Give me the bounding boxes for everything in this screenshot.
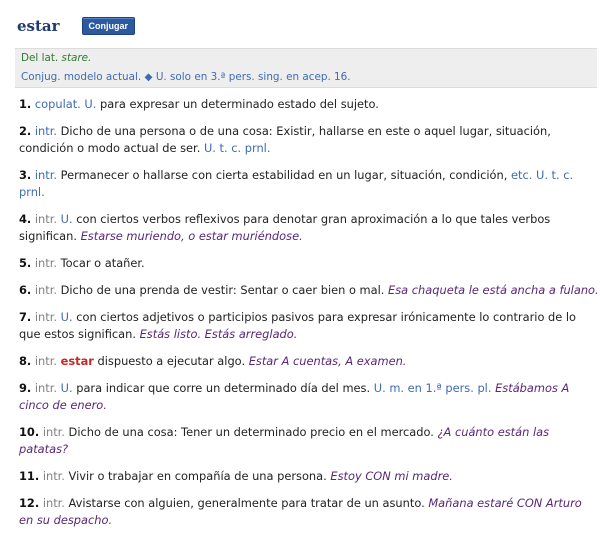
definition-text: Dicho de una cosa: Tener un determinado precio en el mercado. [68,425,434,439]
grammar-abbr: intr. [34,310,57,324]
definition-3 [19,167,599,201]
conjugation-model: Conjug. modelo actual. [21,71,142,83]
definition-6 [19,282,599,299]
entry-header [17,15,135,37]
definition-text: Dicho de una persona o de una cosa: Existir, hallarse en este o aquel lugar, situación, condición o modo actual de ser. [19,124,551,155]
definition-number: 10. [19,425,40,439]
grammar-abbr: intr. [34,124,57,138]
definition-number: 5. [19,256,32,270]
grammar-abbr: copulat. U. [34,97,97,111]
headword: estar [17,17,60,35]
definition-text: Permanecer o hallarse con cierta estabilidad en un lugar, situación, condición, [60,168,508,182]
definition-5 [19,255,599,272]
example-text: Estar A cuentas, A examen. [248,354,407,368]
definition-number: 12. [19,496,40,510]
definition-12 [19,495,599,529]
conjugate-button[interactable]: Conjugar [82,17,136,35]
definition-text: Vivir o trabajar en compañía de una persona. [68,469,327,483]
definition-number: 1. [19,97,32,111]
definition-number: 11. [19,469,40,483]
usage-abbr: U. t. c. prnl. [203,141,271,155]
grammar-abbr: intr. [42,469,65,483]
grammar-abbr: intr. [42,425,65,439]
definition-text: para indicar que corre un determinado día del mes. [76,381,371,395]
grammar-abbr: intr. [34,168,57,182]
example-text: Estábamos A cinco de enero. [19,381,570,412]
etymology-from: Del lat. [21,52,59,64]
usage-abbr: etc. U. t. c. prnl. [19,168,574,199]
usage-abbr: U. [60,381,73,395]
definition-number: 2. [19,124,32,138]
etymology-box [15,48,597,88]
usage-abbr: U. m. en 1.ª pers. pl. [373,381,492,395]
definition-number: 9. [19,381,32,395]
definition-2 [19,123,599,157]
grammar-abbr: intr. [34,283,57,297]
etymology-latin: stare. [61,52,92,64]
diamond-icon: ◆ [144,71,153,83]
definition-7 [19,309,599,343]
definition-text: para expresar un determinado estado del sujeto. [100,97,379,111]
definition-text: con ciertos verbos reflexivos para denotar gran aproximación a lo que tales verbos significan. [19,212,551,243]
definition-10 [19,424,599,458]
definition-number: 3. [19,168,32,182]
definition-text: Avistarse con alguien, generalmente para tratar de un asunto. [68,496,425,510]
usage-abbr: U. [60,212,73,226]
example-text: Esa chaqueta le está ancha a fulano. [388,283,599,297]
grammar-abbr: intr. [42,496,65,510]
usage-abbr: U. [60,310,73,324]
definition-11 [19,468,599,485]
definition-text: Tocar o atañer. [60,256,145,270]
definition-text: Dicho de una prenda de vestir: Sentar o caer bien o mal. [60,283,385,297]
example-text: Estás listo. Estás arreglado. [139,327,298,341]
example-text: Mañana estaré CON Arturo en su despacho. [19,496,582,527]
bold-headword: estar [60,354,94,368]
definition-9 [19,380,599,414]
definition-number: 8. [19,354,32,368]
definition-number: 6. [19,283,32,297]
grammar-abbr: intr. [34,381,57,395]
definitions-list [19,96,599,539]
example-text: Estoy CON mi madre. [330,469,453,483]
example-text: ¿A cuánto están las patatas? [19,425,550,456]
definition-4 [19,211,599,245]
grammar-abbr: intr. [34,212,57,226]
usage-note: U. solo en 3.ª pers. sing. en acep. 16. [155,71,351,83]
definition-8 [19,353,599,370]
definition-number: 7. [19,310,32,324]
grammar-abbr: intr. [34,354,57,368]
example-text: Estarse muriendo, o estar muriéndose. [80,229,303,243]
definition-1 [19,96,599,113]
grammar-abbr: intr. [34,256,57,270]
definition-number: 4. [19,212,32,226]
definition-text: dispuesto a ejecutar algo. [97,354,246,368]
definition-text: con ciertos adjetivos o participios pasivos para expresar irónicamente lo contrario de lo que estos significan. [19,310,577,341]
